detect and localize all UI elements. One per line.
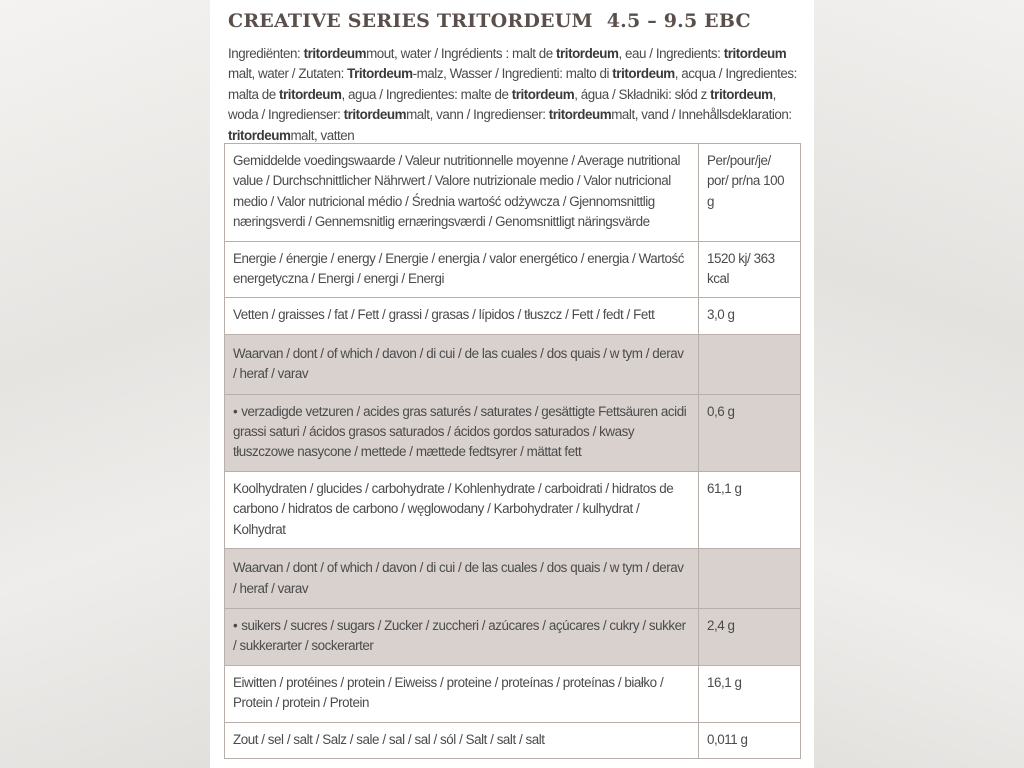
nutrient-value-cell <box>699 608 801 665</box>
nutrient-value-cell <box>699 722 801 758</box>
nutrient-value-cell <box>699 471 801 548</box>
nutrient-label: Zout / sel / salt / Salz / sale / sal / sal / sól / Salt / salt / salt <box>233 731 545 747</box>
nutrition-table <box>224 143 801 759</box>
table-row <box>225 241 801 298</box>
nutrient-value-cell <box>699 549 801 609</box>
nutrient-value-cell <box>699 334 801 394</box>
ingredient-text: , água / Składniki: słód z <box>574 86 711 102</box>
ingredient-highlight: tritordeum <box>548 107 612 123</box>
table-row <box>225 549 801 609</box>
nutrient-label: Waarvan / dont / of which / davon / di cui / de las cuales / dos quais / w tym / derav / heraf / varav <box>233 345 684 382</box>
ingredient-text: mout, water / Ingrédients : malt de <box>366 46 557 61</box>
ingredient-highlight: tritordeum <box>612 66 675 82</box>
nutrient-value: Per/pour/je/ por/ pr/na 100 g <box>707 153 785 209</box>
ingredient-text: , acqua / Ingredientes: malta de <box>228 66 797 102</box>
table-row <box>225 665 801 722</box>
ingredient-highlight: tritordeum <box>710 86 773 102</box>
nutrient-value: 61,1 g <box>707 480 742 496</box>
ingredient-text: malt, water / Zutaten: <box>228 66 348 82</box>
nutrient-value: 0,6 g <box>707 403 735 419</box>
nutrient-value: 3,0 g <box>707 307 735 323</box>
ingredient-highlight: tritordeum <box>511 86 575 102</box>
ingredient-text: , eau / Ingredients: <box>618 46 724 61</box>
nutrient-value: 1520 kj/ 363 kcal <box>707 250 775 287</box>
ingredient-text: , woda / Ingredienser: <box>228 86 776 123</box>
product-title <box>228 10 808 32</box>
product-name: CREATIVE SERIES TRITORDEUM <box>228 10 593 32</box>
table-row <box>225 608 801 665</box>
nutrient-label-cell <box>225 241 699 298</box>
ingredient-highlight: tritordeum <box>723 46 787 61</box>
nutrient-value-cell <box>699 241 801 298</box>
table-row <box>225 722 801 758</box>
ingredient-text: malt, vann / Ingredienser: <box>406 107 549 123</box>
ingredient-highlight: tritordeum <box>279 86 342 102</box>
table-row <box>225 334 801 394</box>
table-row <box>225 471 801 548</box>
nutrient-label-cell <box>225 722 699 758</box>
nutrient-value: 0,011 g <box>707 731 748 747</box>
nutrient-value-cell <box>699 298 801 334</box>
nutrient-value-cell <box>699 665 801 722</box>
nutrient-label-cell <box>225 334 699 394</box>
nutrient-label-cell <box>225 665 699 722</box>
nutrient-label: Koolhydraten / glucides / carbohydrate / Kohlenhydrate / carboidrati / hidratos de carbono / hidratos de carbono / węglowodany / Karbohydrater / kulhydrat / Kolhydrat <box>233 480 674 537</box>
ingredient-text: malt, vatten <box>290 127 355 143</box>
ingredient-highlight: tritordeum <box>303 46 367 61</box>
ingredient-text: Ingrediënten: <box>228 46 304 61</box>
nutrient-label-cell <box>225 471 699 548</box>
nutrient-value: 16,1 g <box>707 674 742 690</box>
nutrient-label-cell <box>225 144 699 242</box>
nutrient-value-cell <box>699 394 801 471</box>
ingredient-highlight: tritordeum <box>228 127 291 143</box>
background-right <box>814 0 1024 768</box>
ingredient-text: , agua / Ingredientes: malte de <box>341 86 512 102</box>
ebc-range: 4.5 – 9.5 EBC <box>606 10 751 32</box>
nutrient-value: 2,4 g <box>707 617 735 633</box>
ingredient-highlight: tritordeum <box>556 46 619 61</box>
nutrient-label: Waarvan / dont / of which / davon / di cui / de las cuales / dos quais / w tym / derav / heraf / varav <box>233 560 684 596</box>
ingredient-text: -malz, Wasser / Ingredienti: malto di <box>412 66 613 82</box>
nutrient-value-cell <box>699 144 801 242</box>
table-row <box>225 144 801 242</box>
ingredient-highlight: Tritordeum <box>347 66 413 82</box>
nutrient-label: suikers / sucres / sugars / Zucker / zuccheri / azúcares / açúcares / cukry / sukker / sukkerarter / sockerarter <box>233 617 686 654</box>
nutrient-label: Vetten / graisses / fat / Fett / grassi / grasas / lípidos / tłuszcz / Fett / fedt / Fett <box>233 307 655 323</box>
nutrient-label: verzadigde vetzuren / acides gras saturés / saturates / gesättigte Fettsäuren acidi grassi saturi / ácidos grasos saturados / ácidos gordos saturados / kwasy tłuszczowe nasycone / mettede / mættede fedtsyrer / mättat fett <box>233 403 687 460</box>
nutrient-label-cell <box>225 549 699 609</box>
ingredients-list <box>228 44 798 146</box>
ingredient-text: malt, vand / Innehållsdeklaration: <box>611 107 792 123</box>
ingredient-highlight: tritordeum <box>343 107 407 123</box>
nutrient-label-cell <box>225 298 699 334</box>
nutrient-label: Eiwitten / protéines / protein / Eiweiss / proteine / proteínas / proteínas / białko / Protein / protein / Protein <box>233 674 664 711</box>
background-left <box>0 0 210 768</box>
bullet-icon: • <box>233 617 238 633</box>
nutrient-label-cell <box>225 394 699 471</box>
nutrient-label: Gemiddelde voedingswaarde / Valeur nutritionnelle moyenne / Average nutritional value / Durchschnittlicher Nährwert / Valore nutrizionale medio / Valor nutricional medio / Valor nutricional médio / Średnia wartość odżywcza / Gjennomsnittlig næringsverdi / Gennemsnitlig ernæringsværdi / Genomsnittligt näringsvärde <box>233 153 681 230</box>
table-row <box>225 298 801 334</box>
nutrient-label-cell <box>225 608 699 665</box>
nutrient-label: Energie / énergie / energy / Energie / energia / valor energético / energia / Wartość energetyczna / Energi / energi / Energi <box>233 250 685 287</box>
table-row <box>225 394 801 471</box>
bullet-icon: • <box>233 403 238 419</box>
